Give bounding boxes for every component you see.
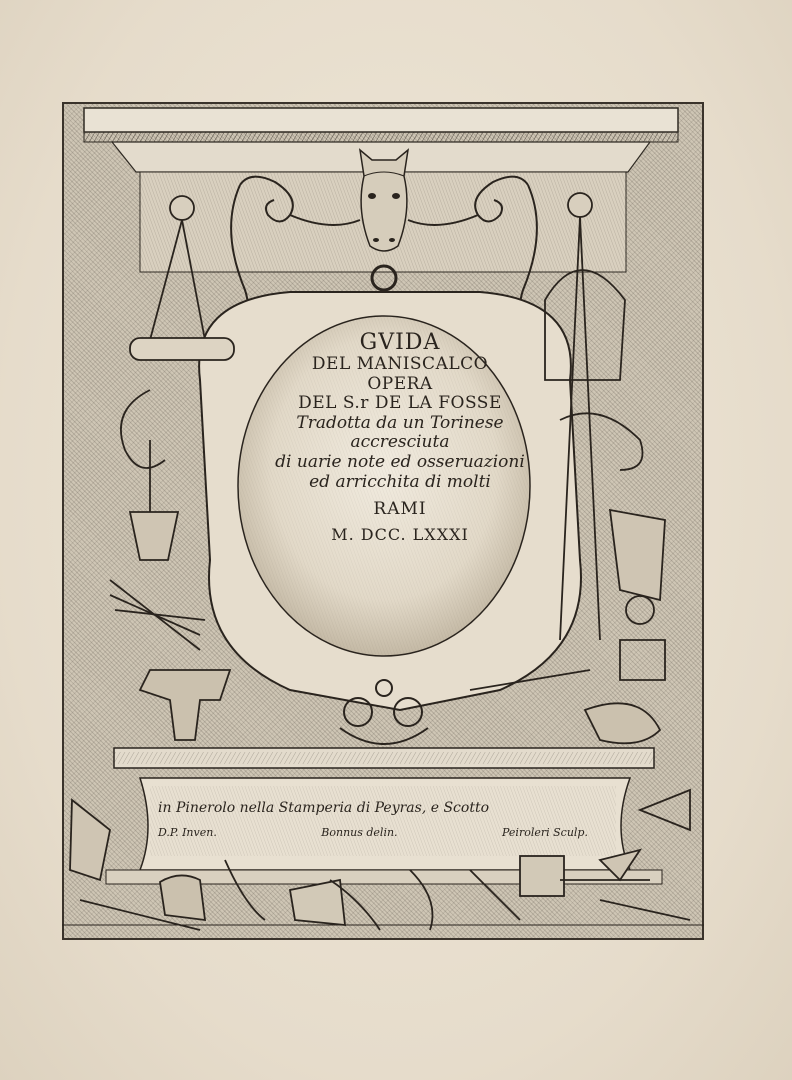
title-text-block bbox=[240, 330, 560, 620]
title-opera: OPERA bbox=[367, 373, 433, 394]
imprint-credits bbox=[158, 826, 608, 839]
title-author: DEL S.r DE LA FOSSE bbox=[298, 393, 502, 414]
credit-engraver: Peiroleri Sculp. bbox=[502, 826, 588, 839]
imprint-block bbox=[158, 800, 608, 839]
imprint-place: in Pinerolo nella Stamperia di Peyras, e Scotto bbox=[158, 800, 490, 816]
title-subject: DEL MANISCALCO bbox=[311, 354, 489, 375]
title-notes: di uarie note ed osseruazioni bbox=[275, 452, 525, 473]
title-main: GVIDA bbox=[359, 330, 441, 355]
title-enriched: ed arricchita di molti bbox=[309, 471, 491, 492]
credit-draftsman: Bonnus delin. bbox=[321, 826, 398, 839]
title-enlarged: accresciuta bbox=[350, 432, 450, 453]
credit-inventor: D.P. Inven. bbox=[158, 826, 217, 839]
title-translated: Tradotta da un Torinese bbox=[296, 412, 504, 433]
title-rami: RAMI bbox=[373, 499, 427, 520]
title-year: M. DCC. LXXXI bbox=[331, 524, 469, 544]
